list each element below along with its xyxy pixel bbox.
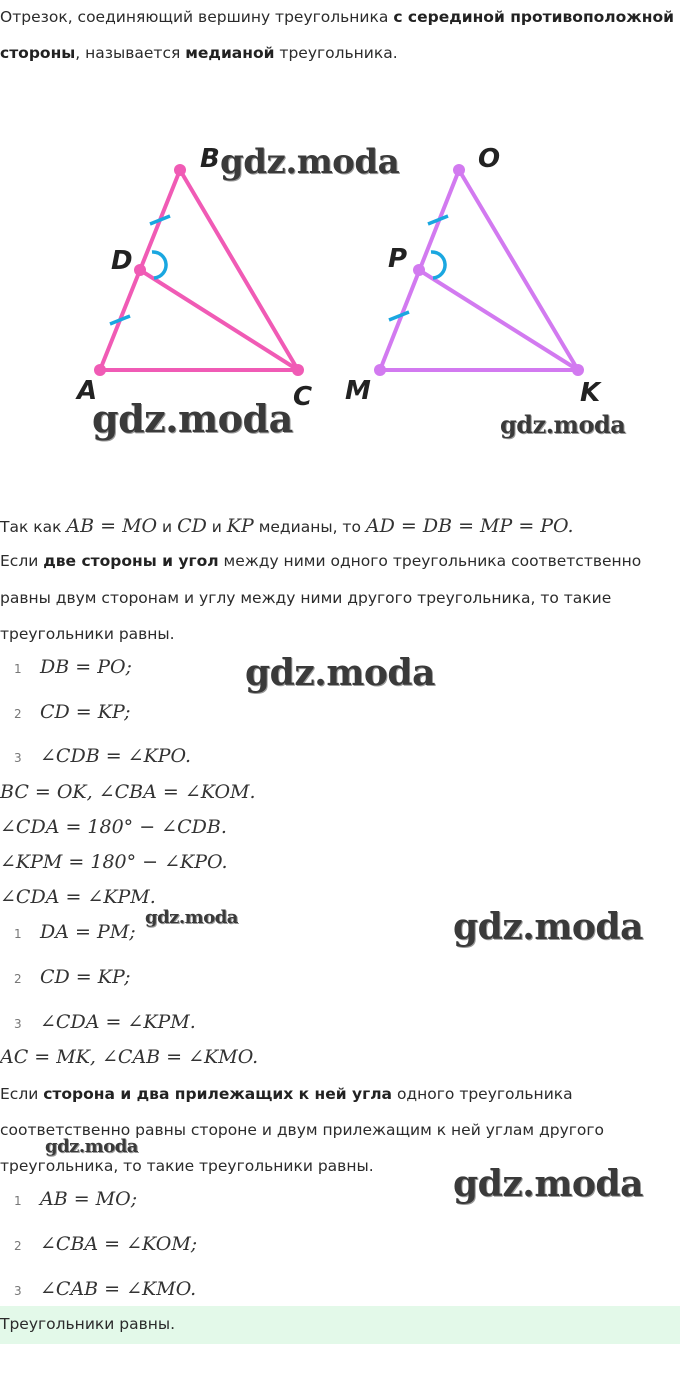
angle-arc-kpo (431, 252, 445, 278)
given-line: Так как AB = MO и CD и KP медианы, то AD = DB = MP = PO. (0, 515, 574, 537)
rule2-line-2: соответственно равны стороне и двум прилежащим к ней углам другого (0, 1121, 605, 1139)
intro-line-1: Отрезок, соединяющий вершину треугольника с серединой противоположной (0, 8, 674, 26)
conclusion-text: Треугольники равны. (0, 1315, 176, 1333)
intro-bold-2: стороны (0, 44, 76, 62)
label-c: C (293, 382, 313, 412)
rule1-line-2: равны двум сторонам и углу между ними другого треугольника, то такие (0, 589, 612, 607)
label-o: O (478, 144, 501, 174)
intro-bold-1: с серединой противоположной (393, 8, 674, 26)
median-kp (419, 270, 578, 370)
watermark-2: gdz.moda (92, 396, 293, 441)
given-math-2: CD (177, 515, 207, 537)
watermark-8: gdz.moda (453, 1163, 643, 1205)
label-k: K (580, 378, 601, 408)
label-m: M (345, 376, 371, 406)
watermark-5: gdz.moda (145, 907, 238, 928)
watermark-7: gdz.moda (45, 1136, 138, 1157)
derivation-3: ∠KPM = 180° − ∠KPO. (0, 851, 228, 873)
watermark-3: gdz.moda (500, 410, 626, 439)
watermark-4: gdz.moda (245, 652, 435, 694)
point-c (292, 364, 304, 376)
derivation-1: BC = OK, ∠CBA = ∠KOM. (0, 781, 256, 803)
triangles-figure (0, 0, 680, 460)
angle-arc-cdb (152, 252, 166, 278)
rule1-bold: две стороны и угол (43, 552, 219, 570)
label-a: A (77, 376, 98, 406)
derivation-2: ∠CDA = 180° − ∠CDB. (0, 816, 227, 838)
label-p: P (388, 244, 408, 274)
derivation-5: AC = MK, ∠CAB = ∠KMO. (0, 1046, 259, 1068)
label-b: B (200, 144, 220, 174)
intro-line-2: стороны, называется медианой треугольника. (0, 44, 398, 62)
watermark-6: gdz.moda (453, 906, 643, 948)
intro-bold-3: медианой (185, 44, 275, 62)
point-m (374, 364, 386, 376)
rule2-line-1: Если сторона и два прилежащих к ней угла одного треугольника (0, 1085, 573, 1103)
point-o (453, 164, 465, 176)
conclusion-box (0, 1306, 680, 1344)
point-d (134, 264, 146, 276)
point-a (94, 364, 106, 376)
median-cd (140, 270, 298, 370)
derivation-4: ∠CDA = ∠KPM. (0, 886, 156, 908)
given-math-4: AD = DB = MP = PO. (365, 515, 574, 537)
triangle-mok-sides (380, 170, 578, 370)
label-d: D (111, 246, 133, 276)
given-math-3: KP (226, 515, 254, 537)
rule2-line-3: треугольника, то такие треугольники равны. (0, 1157, 374, 1175)
rule2-bold: сторона и два прилежащих к ней угла (43, 1085, 393, 1103)
rule1-line-1: Если две стороны и угол между ними одного треугольника соответственно (0, 552, 642, 570)
point-k (572, 364, 584, 376)
rule1-line-3: треугольники равны. (0, 625, 175, 643)
watermark-1: gdz.moda (220, 142, 400, 182)
point-p (413, 264, 425, 276)
point-b (174, 164, 186, 176)
given-math-1: AB = MO (66, 515, 158, 537)
